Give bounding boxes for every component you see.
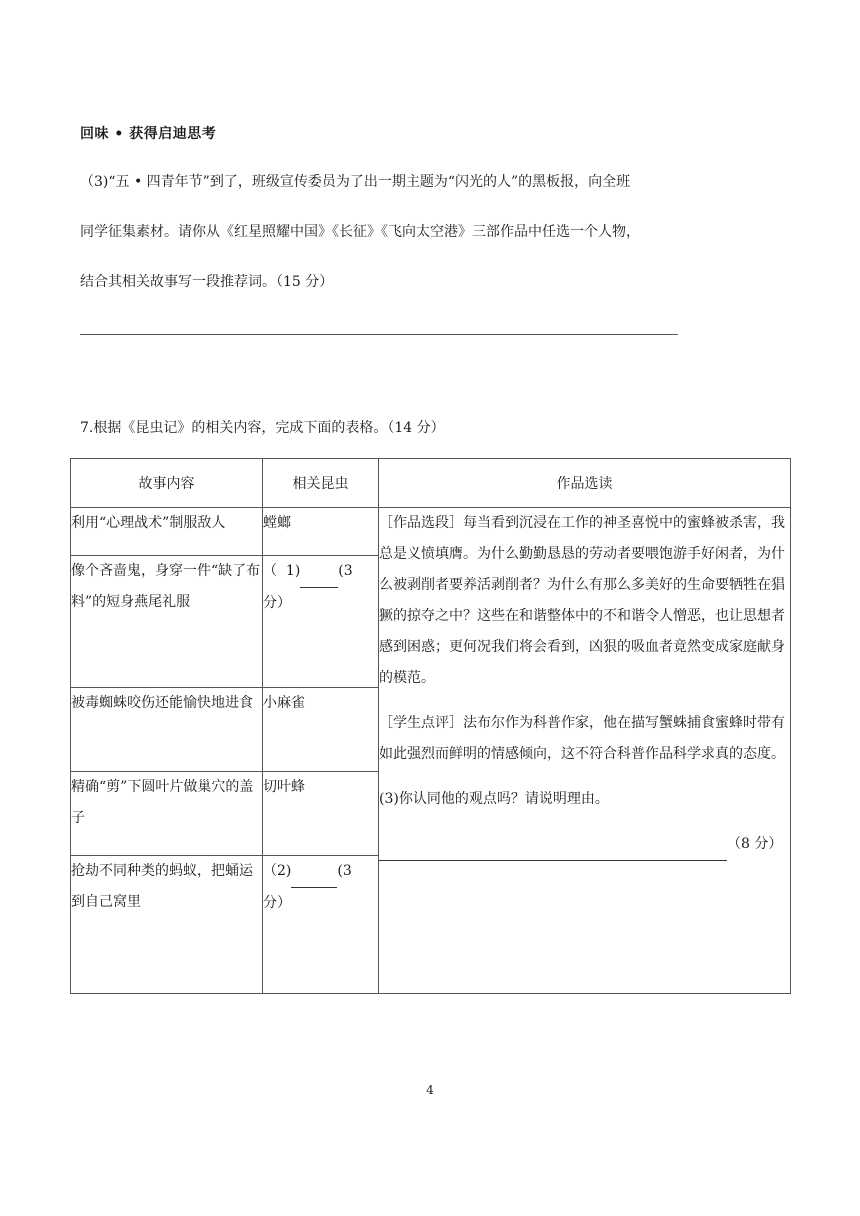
insect-table [70,458,791,994]
question-3-line-1: （3)“五 • 四青年节”到了，班级宣传委员为了出一期主题为“闪光的人”的黑板报，向全班 [80,174,631,190]
insect-cell-1: 螳螂 [263,508,379,556]
insect-cell-2 [263,556,379,688]
answer-line[interactable] [80,334,678,335]
blank-1[interactable] [300,556,338,588]
blank-1-prefix: （ [263,563,277,579]
insect-cell-4: 切叶蜂 [263,772,379,856]
student-comment: ［学生点评］法布尔作为科普作家，他在描写蟹蛛捕食蜜蜂时带有如此强烈而鲜明的情感倾向，这不符合科普作品科学求真的态度。 [379,715,785,762]
question-3-line-2: 同学征集素材。请你从《红星照耀中国》《长征》《飞向太空港》三部作品中任选一个人物， [80,224,640,240]
blank-1-score: (3 [338,563,353,579]
insect-cell-3: 小麻雀 [263,688,379,772]
blank-1-number: 1) [285,563,301,579]
question-7-prompt: 7.根据《昆虫记》的相关内容，完成下面的表格。（14 分） [80,420,445,436]
story-cell-3: 被毒蜘蛛咬伤还能愉快地进食 [71,688,263,772]
blank-2-score-unit: 分） [263,895,291,911]
header-story: 故事内容 [71,459,263,508]
blank-1-score-unit: 分） [263,595,291,611]
question-3-line-3: 结合其相关故事写一段推荐词。（15 分） [80,274,334,290]
blank-2-number: （2) [263,863,292,879]
header-excerpt: 作品选读 [379,459,791,508]
story-cell-4: 精确“剪”下圆叶片做巢穴的盖子 [71,772,263,856]
insect-cell-5 [263,856,379,994]
story-cell-1: 利用“心理战术”制服敌人 [71,508,263,556]
section-title: 回味 • 获得启迪思考 [80,126,217,142]
header-insect: 相关昆虫 [263,459,379,508]
blank-2[interactable] [291,856,337,888]
sub-question-score: （8 分） [727,836,783,852]
answer-blank[interactable] [379,829,727,861]
blank-2-score: (3 [337,863,352,879]
story-cell-2: 像个吝啬鬼，身穿一件“缺了布料”的短身燕尾礼服 [71,556,263,688]
excerpt-text: ［作品选段］每当看到沉浸在工作的神圣喜悦中的蜜蜂被杀害，我总是义愤填膺。为什么勤勤恳恳的劳动者要喂饱游手好闲者，为什么被剥削者要养活剥削者？为什么有那么多美好的生命要牺牲在猖獗的掠夺之中？这些在和谐整体中的不和谐令人憎恶，也让思想者感到困惑；更何况我们将会看到，凶狠的吸血者竟然变成家庭献身的模范。 [379,515,785,686]
page-number: 4 [426,1083,434,1097]
story-cell-5: 抢劫不同种类的蚂蚁，把蛹运到自己窝里 [71,856,263,994]
excerpt-cell [379,508,791,994]
sub-question: (3)你认同他的观点吗？请说明理由。 [379,791,609,807]
